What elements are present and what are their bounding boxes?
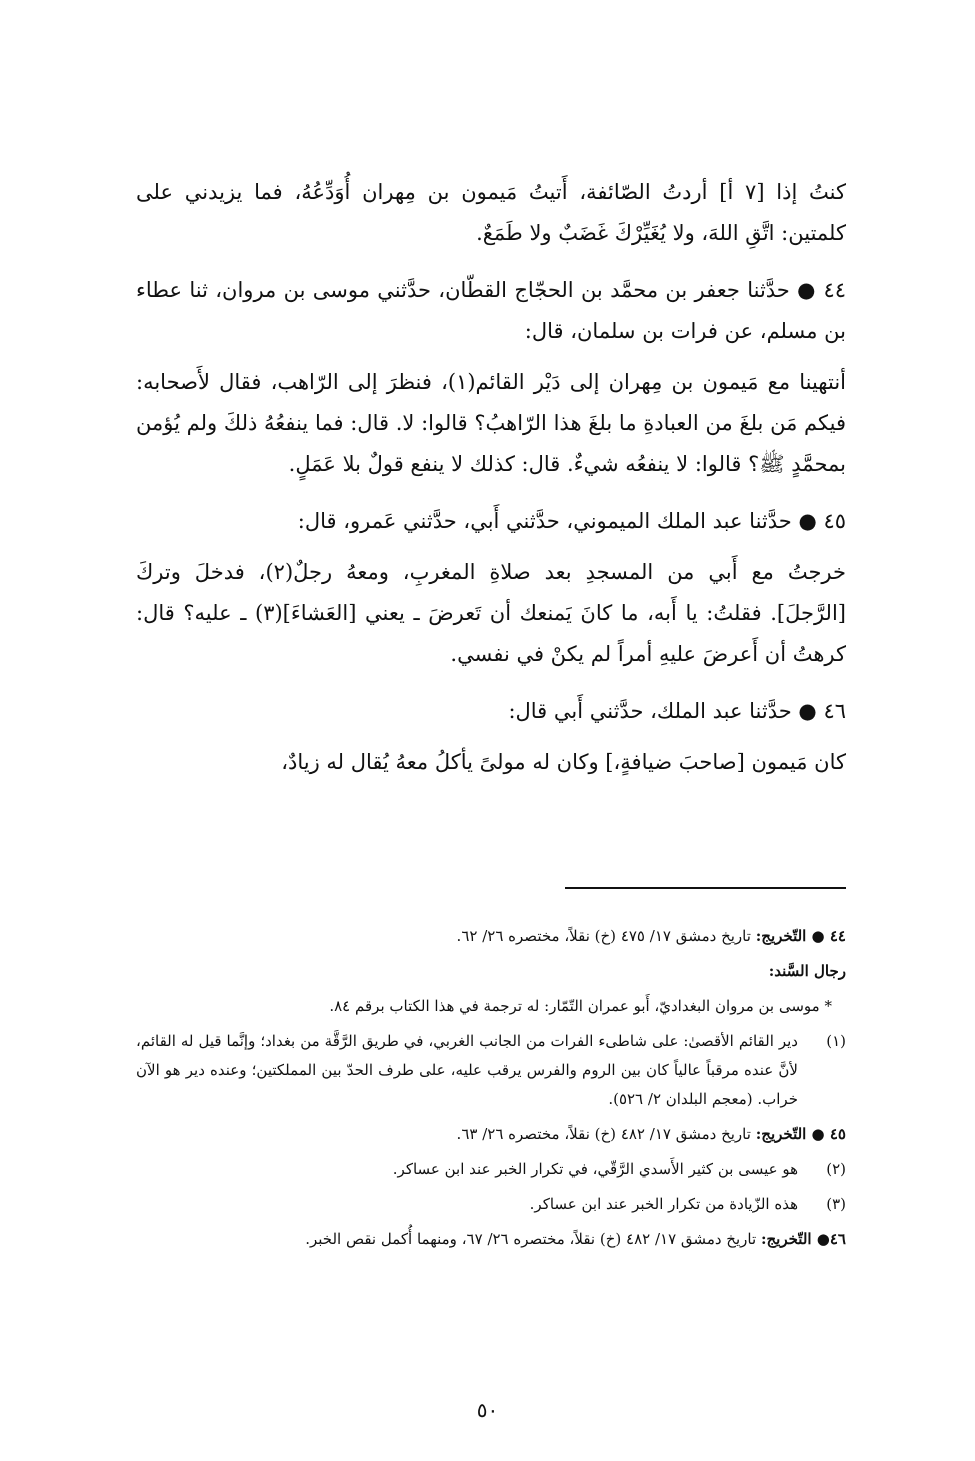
footnote-1	[136, 1027, 846, 1114]
footnote-3	[136, 1190, 846, 1219]
footnote-2	[136, 1155, 846, 1184]
hadith-45-isnad: ٤٥ ● حدَّثنا عبد الملك الميموني، حدَّثني أَبي، حدَّثني عَمرو، قال:	[297, 509, 846, 533]
hadith-44-isnad: ٤٤ ● حدَّثنا جعفر بن محمَّد بن الحجّاج القطّان، حدَّثني موسى بن مروان، ثنا عطاء بن مسلم، عن فرات بن سلمان، قال:	[136, 278, 846, 343]
takhrij-44-text: تاريخ دمشق ١٧/ ٤٧٥ (خ) نقلاً، مختصره ٢٦/ ٦٢.	[456, 927, 751, 945]
footnote-2-number: (٢)	[826, 1160, 846, 1178]
paragraph-3: خرجتُ مع أَبي من المسجدِ بعد صلاةِ المغربِ، ومعهُ رجلٌ(٢)، فدخلَ وتركَ [الرَّجلَ]. فقلتُ: يا أَبه، ما كانَ يَمنعك أن تَعرضَ ـ يعني [العَشاءَ](٣) ـ عليه؟ قال: كرهتُ أن أَعرضَ عليهِ أمراً لم يكنْ في نفسي.	[136, 560, 846, 666]
footnote-3-number: (٣)	[826, 1195, 846, 1213]
takhrij-45-label: ٤٥ ● التّخريج:	[755, 1125, 846, 1143]
footnote-1-text: دير القائم الأقصىٰ: على شاطىء الفرات من الجانب الغربي، في طريق الرَّقَّة من بغداد؛ وإنَّما قيل له القائم، لأنَّ عنده مرقباً عالياً كان بين الروم والفرس يرقب عليه، على طرف الحدّ بين المملكتين؛ وعنده دير هو الآن خراب. (معجم البلدان ٢/ ٥٢٦).	[136, 1032, 798, 1108]
paragraph-4: كان مَيمون [صاحبَ ضيافةٍ،] وكان له مولىً يأكلُ معهُ يُقال له زيادٌ،	[281, 750, 846, 774]
rijal-entry: * موسى بن مروان البغداديّ، أَبو عمران التّمّار: له ترجمة في هذا الكتاب برقم ٨٤.	[329, 997, 832, 1015]
footnote-1-number: (١)	[826, 1032, 846, 1050]
footnote-divider	[565, 887, 846, 889]
takhrij-44	[136, 922, 846, 951]
takhrij-44-label: ٤٤ ● التّخريج:	[755, 927, 846, 945]
footnotes	[136, 922, 846, 1260]
takhrij-45	[136, 1120, 846, 1149]
footnote-2-text: هو عيسى بن كثير الأَسدي الرَّقّي، في تكرار الخبر عند ابن عساكر.	[392, 1160, 798, 1178]
rijal-heading: رجال السَّند:	[768, 962, 846, 980]
paragraph-1: كنتُ إذا [٧ أ] أردتُ الصّائفة، أَتيتُ مَيمون بن مِهران أُوَدِّعُهُ، فما يزيدني على كلمتين: اتَّقِ اللهَ، ولا يُغَيِّرْكَ غَضَبٌ ولا طَمَعٌ.	[136, 180, 846, 245]
takhrij-46-text: تاريخ دمشق ١٧/ ٤٨٢ (خ) نقلاً، مختصره ٢٦/ ٦٧، ومنهما أُكمل نقص الخبر.	[305, 1230, 757, 1248]
takhrij-45-text: تاريخ دمشق ١٧/ ٤٨٢ (خ) نقلاً، مختصره ٢٦/ ٦٣.	[456, 1125, 751, 1143]
takhrij-46-label: ٤٦● التّخريج:	[760, 1230, 846, 1248]
page-number: ٥٠	[476, 1398, 499, 1422]
paragraph-2: أنتهينا مع مَيمون بن مِهران إلى دَيْر القائم(١)، فنظرَ إلى الرّاهب، فقال لأَصحابه: فيكم مَن بلغَ من العبادةِ ما بلغَ هذا الرّاهبُ؟ قالوا: لا. قال: فما ينفعُهُ ذلكَ ولم يُؤمن بمحمَّدٍ ﷺ؟ قالوا: لا ينفعُه شيءٌ. قال: كذلك لا ينفع قولٌ بلا عَمَلٍ.	[136, 370, 846, 476]
takhrij-46	[136, 1225, 846, 1254]
main-text	[136, 172, 846, 799]
footnote-3-text: هذه الزّيادة من تكرار الخبر عند ابن عساكر.	[529, 1195, 798, 1213]
hadith-46-isnad: ٤٦ ● حدَّثنا عبد الملك، حدَّثني أَبي قال:	[508, 699, 846, 723]
